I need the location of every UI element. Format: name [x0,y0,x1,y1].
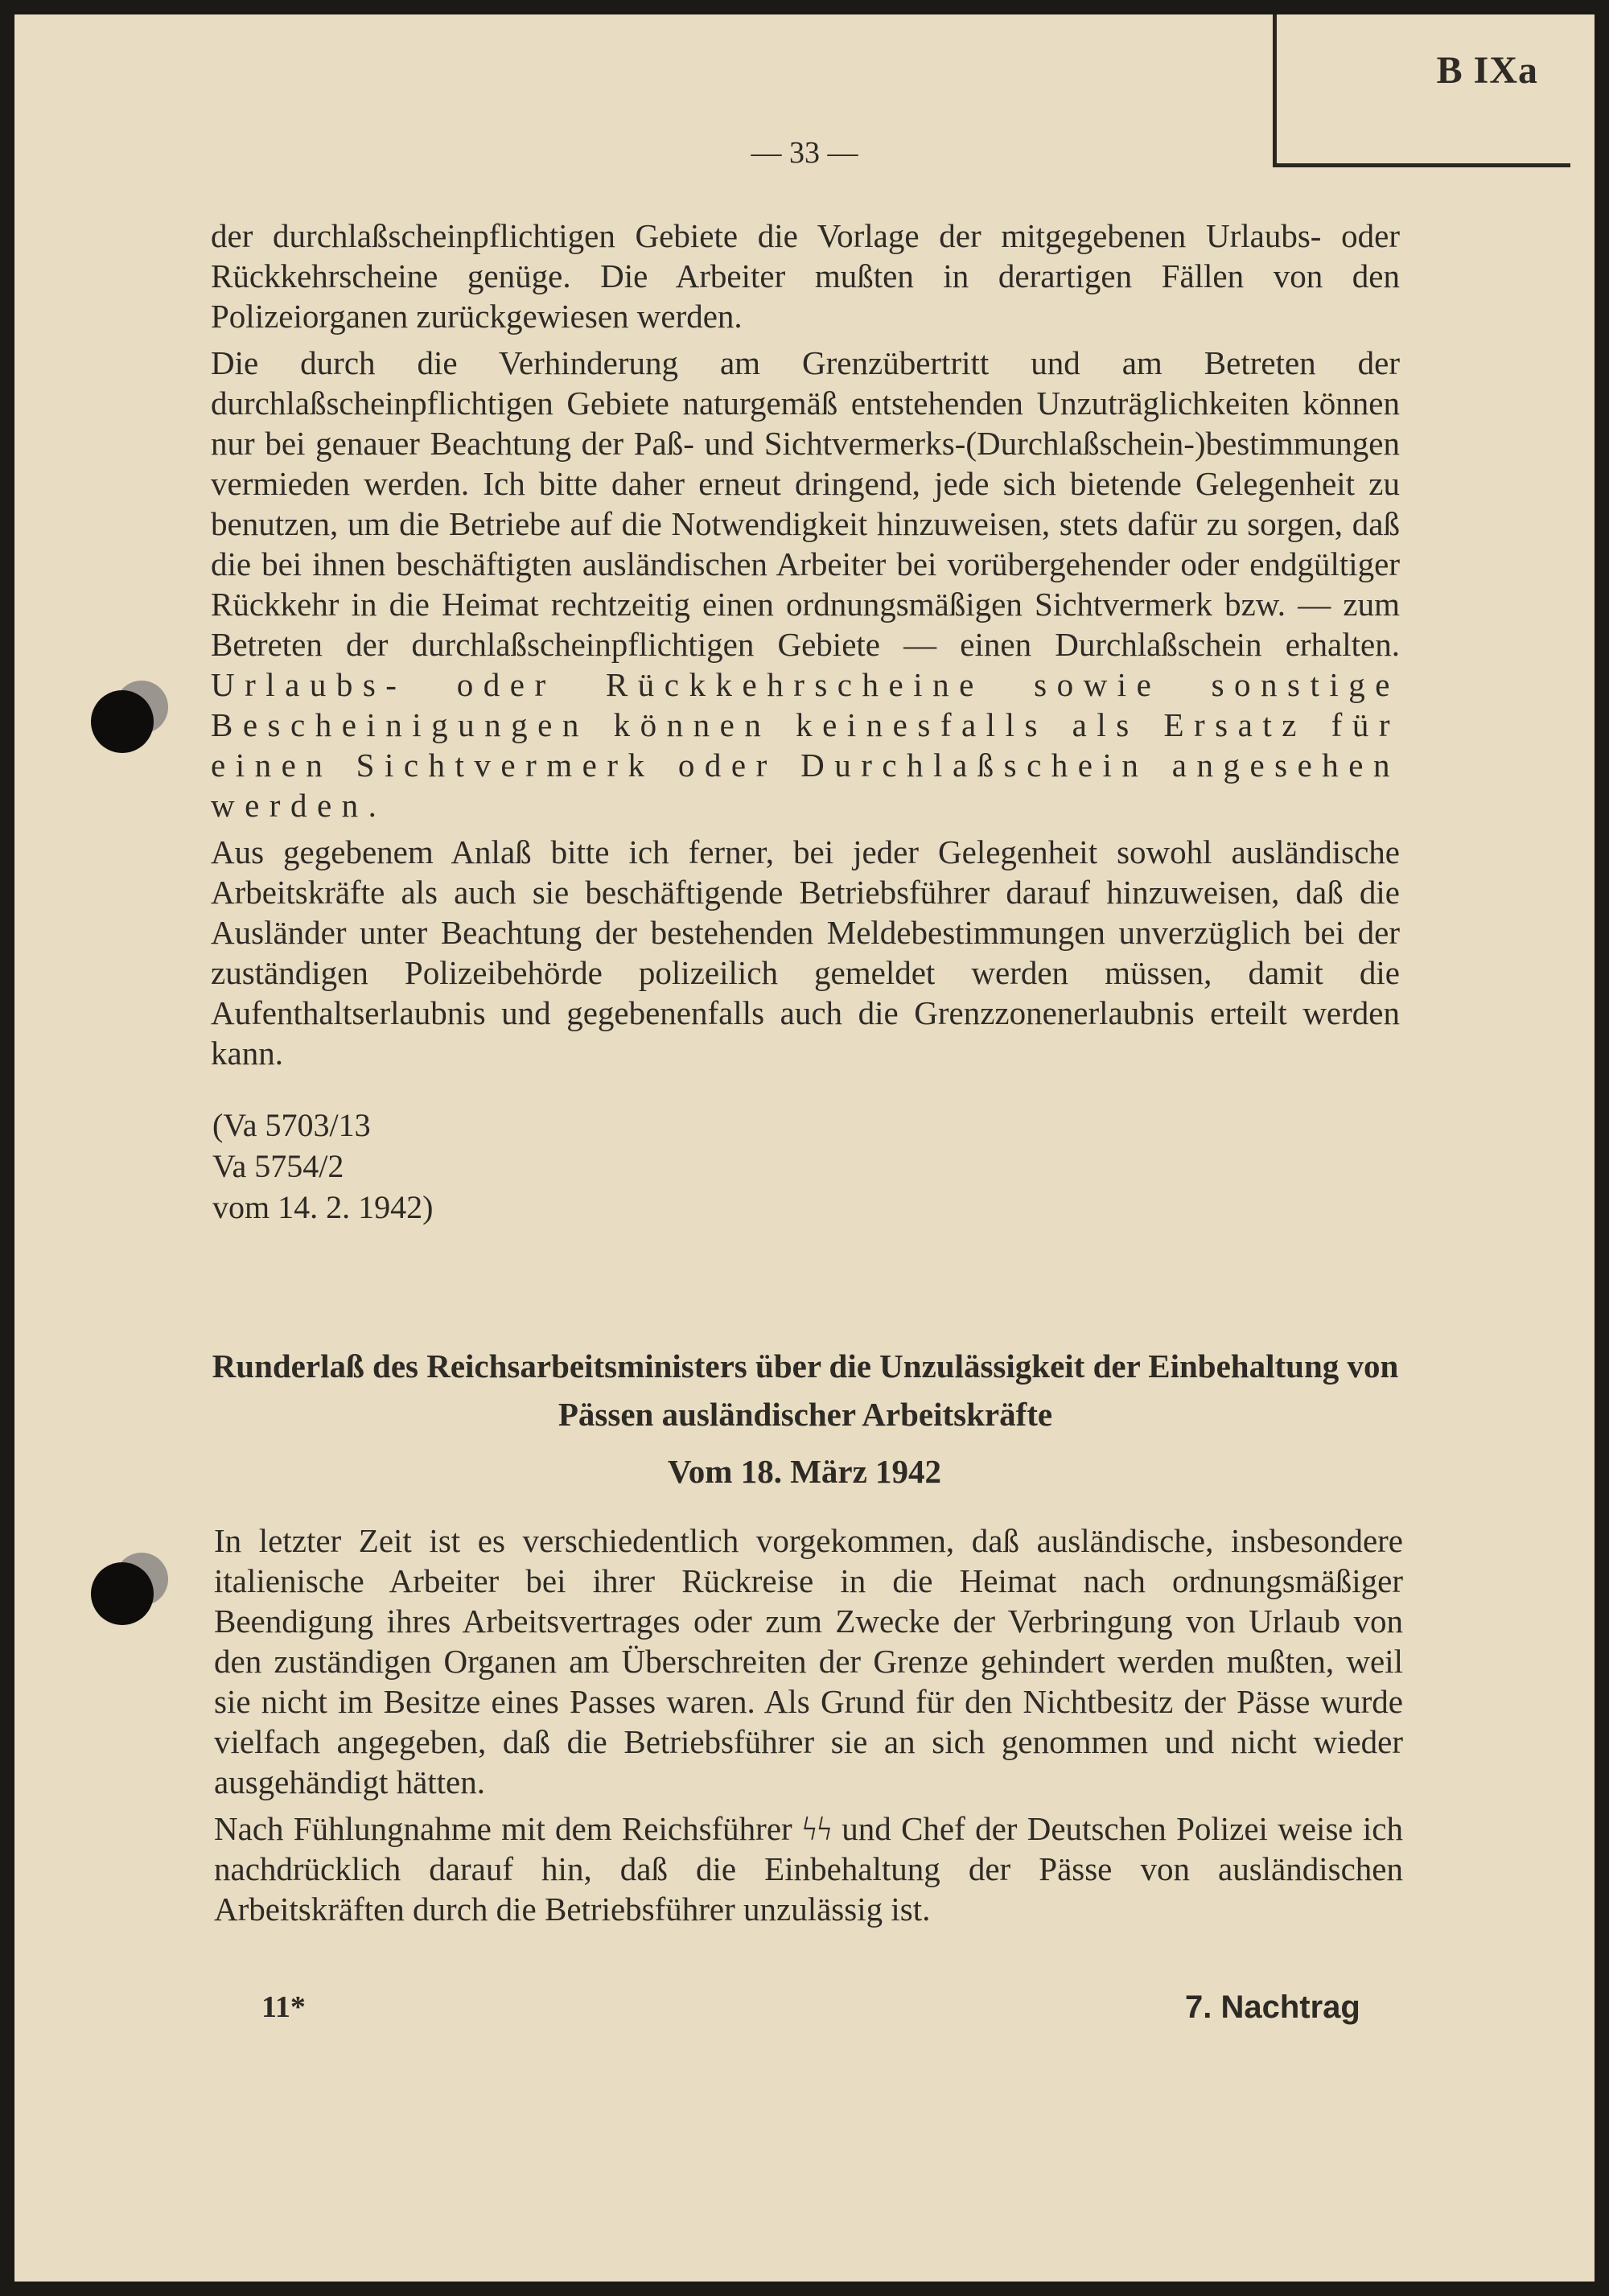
paragraph: der durchlaßscheinpflichtigen Gebiete die Vorlage der mitgegebenen Urlaubs- oder Rückkehrscheine genüge. Die Arbeiter mußten in derartigen Fällen von den Polizeiorganen zurückgewiesen werden. [211,217,1400,335]
reference-note [212,1105,433,1228]
reference-line: Va 5754/2 [212,1148,344,1184]
paragraph: In letzter Zeit ist es verschiedentlich vorgekommen, daß ausländische, insbesondere italienische Arbeiter bei ihrer Rückreise in die Heimat nach ordnungsmäßiger Beendigung ihres Arbeitsvertrages oder zum Zwecke der Verbringung von Urlaub von den zuständigen Organen am Überschreiten der Grenze gehindert werden mußten, weil sie nicht im Besitze eines Passes waren. Als Grund für den Nichtbesitz der Pässe wurde vielfach angegeben, daß die Betriebsführer sie an sich genommen und nicht wieder ausgehändigt hätten. [214,1522,1403,1800]
body-text-top [211,216,1400,1080]
section-heading: Runderlaß des Reichsarbeitsministers über die Unzulässigkeit der Einbehaltung von Pässen ausländischer Arbeitskräfte [212,1348,1399,1433]
reference-line: vom 14. 2. 1942) [212,1189,434,1225]
body-text-bottom [214,1520,1403,1936]
paragraph [211,343,1400,825]
punch-hole [91,1562,154,1625]
emphasized-text: Urlaubs- oder Rückkehrscheine sowie sonstige Bescheinigungen können keinesfalls als Ersatz für einen Sichtvermerk oder Durchlaßschein angesehen werden. [211,666,1400,824]
page-number: — 33 — [751,136,858,170]
reference-line: (Va 5703/13 [212,1107,371,1143]
paragraph: Aus gegebenem Anlaß bitte ich ferner, bei jeder Gelegenheit sowohl ausländische Arbeitskräfte als auch sie beschäftigende Betriebsführer darauf hinzuweisen, daß die Ausländer unter Beachtung der bestehenden Meldebestimmungen unverzüglich bei der zuständigen Polizeibehörde polizeilich gemeldet werden müssen, damit die Aufenthaltserlaubnis und gegebenenfalls auch die Grenzzonenerlaubnis erteilt werden kann. [211,833,1400,1072]
section-date: Vom 18. März 1942 [667,1453,942,1490]
punch-hole [91,690,154,753]
sheet-mark: 11* [261,1990,306,2024]
supplement-label: 7. Nachtrag [1185,1989,1360,2025]
document-page [14,14,1595,2282]
paragraph-text: Die durch die Verhinderung am Grenzübertritt und am Betreten der durchlaßscheinpflichtigen Gebiete naturgemäß entstehenden Unzuträglichkeiten können nur bei genauer Beachtung der Paß- und Sichtvermerks-(Durchlaßschein-)bestimmungen vermieden werden. Ich bitte daher erneut dringend, jede sich bietende Gelegenheit zu benutzen, um die Betriebe auf die Notwendigkeit hinzuweisen, stets dafür zu sorgen, daß die bei ihnen beschäftigten ausländischen Arbeiter bei vorübergehender oder endgültiger Rückkehr in die Heimat rechtzeitig einen ordnungsmäßigen Sichtvermerk bzw. — zum Betreten der durchlaßscheinpflichtigen Gebiete — einen Durchlaßschein erhalten. [211,344,1400,663]
section-label: B IXa [1436,49,1538,92]
paragraph: Nach Fühlungnahme mit dem Reichsführer ϟϟ und Chef der Deutschen Polizei weise ich nachdrücklich darauf hin, daß die Einbehaltung der Pässe von ausländischen Arbeitskräften durch die Betriebsführer unzulässig ist. [214,1810,1403,1928]
